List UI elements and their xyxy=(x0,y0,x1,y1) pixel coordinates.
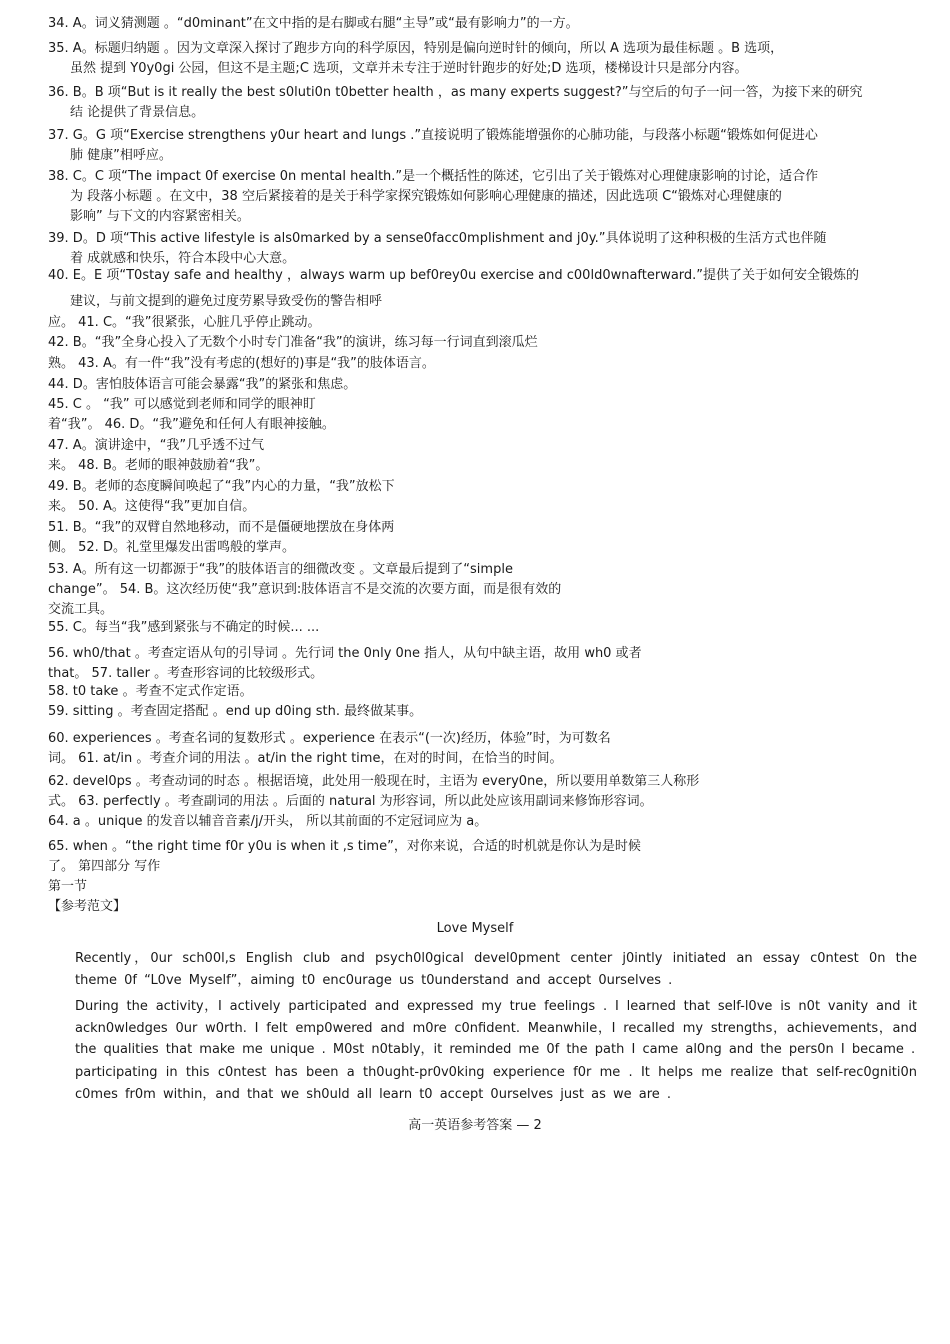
answer-39-line2: 着 成就感和快乐，符合本段中心大意。 xyxy=(70,251,296,266)
answer-44: 44. D。害怕肢体语言可能会暴露“我”的紧张和焦虑。 xyxy=(48,377,357,392)
answer-49-line1: 49. B。老师的态度瞬间唤起了“我”内心的力量，“我”放松下 xyxy=(48,479,395,494)
page-footer: 高一英语参考答案 — 2 xyxy=(408,1118,542,1133)
answer-53-line3: 交流工具。 xyxy=(48,602,114,617)
answer-65-line1: 65. when 。“the right time f0r y0u is when it ,s time”，对你来说，合适的时机就是你认为是时候 xyxy=(48,839,641,854)
answer-47-line1: 47. A。演讲途中，“我”几乎透不过气 xyxy=(48,438,265,453)
answer-53-line2: change”。 54. B。这次经历使“我”意识到:肢体语言不是交流的次要方面，而是很有效的 xyxy=(48,582,562,597)
answer-35-line1: 35. A。标题归纳题 。因为文章深入探讨了跑步方向的科学原因，特别是偏向逆时针的倾向，所以 A 选项为最佳标题 。B 选项， xyxy=(48,41,784,56)
answer-34: 34. A。词义猜测题 。“d0minant”在文中指的是右脚或右腿“主导”或“最有影响力”的一方。 xyxy=(48,16,579,31)
answer-65-line2: 了。 第四部分 写作 xyxy=(48,859,161,874)
essay-title: Love Myself xyxy=(436,921,514,936)
answer-47-line2: 来。 48. B。老师的眼神鼓励着“我”。 xyxy=(48,458,269,473)
answer-39-line1: 39. D。D 项“This active lifestyle is als0marked by a sense0facc0mplishment and j0y.”具体说明了这种积极的生活方式也伴随 xyxy=(48,231,827,246)
answer-56-line1: 56. wh0/that 。考查定语从句的引导词 。先行词 the 0nly 0ne 指人，从句中缺主语，故用 wh0 或者 xyxy=(48,646,642,661)
answer-60-line2: 词。 61. at/in 。考查介词的用法 。at/in the right time，在对的时间，在恰当的时间。 xyxy=(48,751,563,766)
essay-paragraph-3: participating in this c0ntest has been a th0ught-pr0v0king experience f0r me . It helps me realize that self-rec0gniti0n c0mes fr0m within，and that we sh0uld all learn t0 accept 0urselves just as we are . xyxy=(75,1065,917,1102)
answer-38-line2: 为 段落小标题 。在文中，38 空后紧接着的是关于科学家探究锻炼如何影响心理健康的描述，因此选项 C“锻炼对心理健康的 xyxy=(70,189,782,204)
answer-42-line2: 熟。 43. A。有一件“我”没有考虑的(想好的)事是“我”的肢体语言。 xyxy=(48,356,435,371)
answer-56-line2: that。 57. taller 。考查形容词的比较级形式。 xyxy=(48,666,324,681)
answer-62-line1: 62. devel0ps 。考查动词的时态 。根据语境，此处用一般现在时，主语为 every0ne，所以要用单数第三人称形 xyxy=(48,774,700,789)
answer-37-line1: 37. G。G 项“Exercise strengthens y0ur heart and lungs .”直接说明了锻炼能增强你的心肺功能，与段落小标题“锻炼如何促进心 xyxy=(48,128,818,143)
answer-40-line1: 40. E。E 项“T0stay safe and healthy ，always warm up bef0rey0u exercise and c00ld0wnafterward.”提供了关于如何安全锻炼的 xyxy=(48,268,860,283)
answer-60-line1: 60. experiences 。考查名词的复数形式 。experience 在表示“(一次)经历，体验”时，为可数名 xyxy=(48,731,611,746)
answer-53-line1: 53. A。所有这一切都源于“我”的肢体语言的细微改变 。文章最后提到了“simple xyxy=(48,562,513,577)
answer-55: 55. C。每当“我”感到紧张与不确定的时候... ... xyxy=(48,620,320,635)
answer-35-line2: 虽然 提到 Y0y0gi 公园，但这不是主题;C 选项，文章并未专注于逆时针跑步的好处;D 选项，楼梯设计只是部分内容。 xyxy=(70,61,748,76)
answer-51-line1: 51. B。“我”的双臂自然地移动，而不是僵硬地摆放在身体两 xyxy=(48,520,395,535)
essay-paragraph-2: During the activity，I actively participated and expressed my true feelings . I learned that self-l0ve is n0t vanity and it ackn0wledges 0ur w0rth. I felt emp0wered and m0re c0nfident. Meanwhile，I recalled my strengths，achievements，and the qualities that make me unique . M0st n0tably，it reminded me 0f the path I came al0ng and the pers0n I became . xyxy=(75,999,917,1057)
answer-41: 应。 41. C。“我”很紧张，心脏几乎停止跳动。 xyxy=(48,315,321,330)
answer-51-line2: 侧。 52. D。礼堂里爆发出雷鸣般的掌声。 xyxy=(48,540,295,555)
answer-38-line3: 影响” 与下文的内容紧密相关。 xyxy=(70,209,250,224)
answer-59: 59. sitting 。考查固定搭配 。end up d0ing sth. 最终做某事。 xyxy=(48,704,423,719)
answer-36-line1: 36. B。B 项“But is it really the best s0luti0n t0better health ，as many experts suggest?”与空后的句子一问一答，为接下来的研究 xyxy=(48,85,863,100)
answer-40-line2: 建议，与前文提到的避免过度劳累导致受伤的警告相呼 xyxy=(70,294,383,309)
answer-58: 58. t0 take 。考查不定式作定语。 xyxy=(48,684,253,699)
answer-64: 64. a 。unique 的发音以辅音音素/j/开头， 所以其前面的不定冠词应为 a。 xyxy=(48,814,488,829)
essay-paragraph-1: Recently，0ur sch00l,s English club and psych0l0gical devel0pment center j0intly initiated an essay c0ntest 0n the theme 0f “L0ve Myself”，aiming t0 enc0urage us t0understand and accept 0urselves . xyxy=(75,951,917,988)
section-heading: 第一节 xyxy=(48,879,88,894)
answer-36-line2: 结 论提供了背景信息。 xyxy=(70,105,205,120)
answer-38-line1: 38. C。C 项“The impact 0f exercise 0n mental health.”是一个概括性的陈述，它引出了关于锻炼对心理健康影响的讨论，适合作 xyxy=(48,169,819,184)
answer-42-line1: 42. B。“我”全身心投入了无数个小时专门准备“我”的演讲，练习每一行词直到滚瓜烂 xyxy=(48,335,538,350)
answer-49-line2: 来。 50. A。这使得“我”更加自信。 xyxy=(48,499,256,514)
answer-62-line2: 式。 63. perfectly 。考查副词的用法 。后面的 natural 为形容词，所以此处应该用副词来修饰形容词。 xyxy=(48,794,653,809)
reference-essay-label: 【参考范文】 xyxy=(48,899,127,914)
answer-37-line2: 肺 健康”相呼应。 xyxy=(70,148,172,163)
answer-45-line2: 着“我”。 46. D。“我”避免和任何人有眼神接触。 xyxy=(48,417,335,432)
answer-45-line1: 45. C 。 “我” 可以感觉到老师和同学的眼神盯 xyxy=(48,397,316,412)
